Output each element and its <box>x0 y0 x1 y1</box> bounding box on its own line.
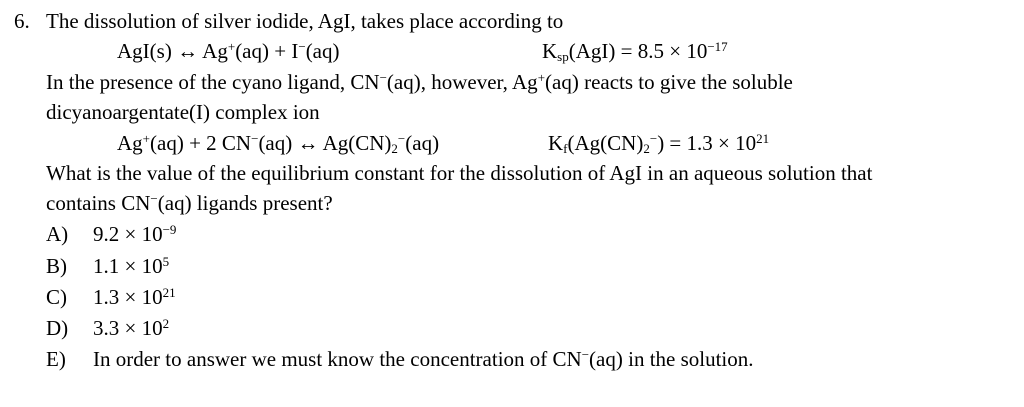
kf-text: (Ag(CN) <box>567 131 644 155</box>
option-a[interactable] <box>0 221 1024 247</box>
eq1-part2: (aq) <box>305 39 340 63</box>
eq2-part: (aq) + 2 CN <box>150 131 252 155</box>
charge-minus: − <box>251 131 259 146</box>
ksp-value: (AgI) = 8.5 × 10 <box>568 39 708 63</box>
eq2-complex: Ag(CN) <box>322 131 392 155</box>
eq1-ag: Ag <box>202 39 228 63</box>
charge-plus: + <box>537 70 546 85</box>
eq2-ag: Ag <box>117 131 143 155</box>
question-number: 6. <box>14 9 30 33</box>
eq2-part: (aq) <box>405 131 440 155</box>
ksp-subscript: sp <box>557 49 569 64</box>
question-prompt-line2 <box>46 190 333 216</box>
equation-complexation <box>117 130 439 156</box>
ksp-expression <box>542 38 728 64</box>
subscript-two: 2 <box>643 141 650 156</box>
ksp-symbol: K <box>542 39 558 63</box>
charge-plus: + <box>142 131 151 146</box>
option-value: $1.3 \times 10^{21}$ <box>93 285 176 309</box>
kf-symbol: K <box>548 131 564 155</box>
charge-minus: − <box>397 131 406 146</box>
eq1-reactant: AgI(s) <box>117 39 172 63</box>
charge-minus: − <box>150 191 158 206</box>
charge-minus: − <box>379 70 387 85</box>
question-intro: The dissolution of silver iodide, AgI, takes place according to <box>46 9 564 33</box>
eq1-part: (aq) + I <box>235 39 299 63</box>
option-value: In order to answer we must know the concentration of CN−(aq) in the solution. <box>93 347 754 371</box>
context-text: (aq), however, Ag <box>386 70 538 94</box>
kf-value: ) = 1.3 × 10 <box>657 131 757 155</box>
option-letter: A) <box>46 222 69 246</box>
charge-minus: − <box>649 131 658 146</box>
kf-exponent: 21 <box>756 131 770 146</box>
kf-expression <box>548 130 769 156</box>
equation-dissolution <box>117 38 340 64</box>
option-e[interactable] <box>0 346 1024 372</box>
ksp-exponent: −17 <box>707 39 728 54</box>
kf-subscript: f <box>563 141 568 156</box>
option-value: $9.2 \times 10^{-9}$ <box>93 222 177 246</box>
context-text: (aq) reacts to give the soluble <box>545 70 793 94</box>
context-text: In the presence of the cyano ligand, CN <box>46 70 380 94</box>
option-letter: B) <box>46 254 67 278</box>
option-b[interactable] <box>0 253 1024 279</box>
option-value: $1.1 \times 10^5$ <box>93 254 170 278</box>
option-c[interactable] <box>0 284 1024 310</box>
equilibrium-arrow-icon: ↔ <box>177 39 199 63</box>
equilibrium-arrow-icon: ↔ <box>297 131 319 155</box>
charge-plus: + <box>227 39 236 54</box>
question-context-line1 <box>46 69 793 95</box>
question-prompt-line1: What is the value of the equilibrium constant for the dissolution of AgI in an aqueous solution that <box>46 161 873 185</box>
option-value: $3.3 \times 10^2$ <box>93 316 170 340</box>
option-letter: C) <box>46 285 67 309</box>
question-context-line2: dicyanoargentate(I) complex ion <box>46 100 320 124</box>
charge-minus: − <box>298 39 306 54</box>
eq2-part: (aq) <box>258 131 293 155</box>
prompt-text: (aq) ligands present? <box>157 191 333 215</box>
option-letter: D) <box>46 316 69 340</box>
prompt-text: contains CN <box>46 191 151 215</box>
option-letter: E) <box>46 347 66 371</box>
option-d[interactable] <box>0 315 1024 341</box>
subscript-two: 2 <box>391 141 398 156</box>
